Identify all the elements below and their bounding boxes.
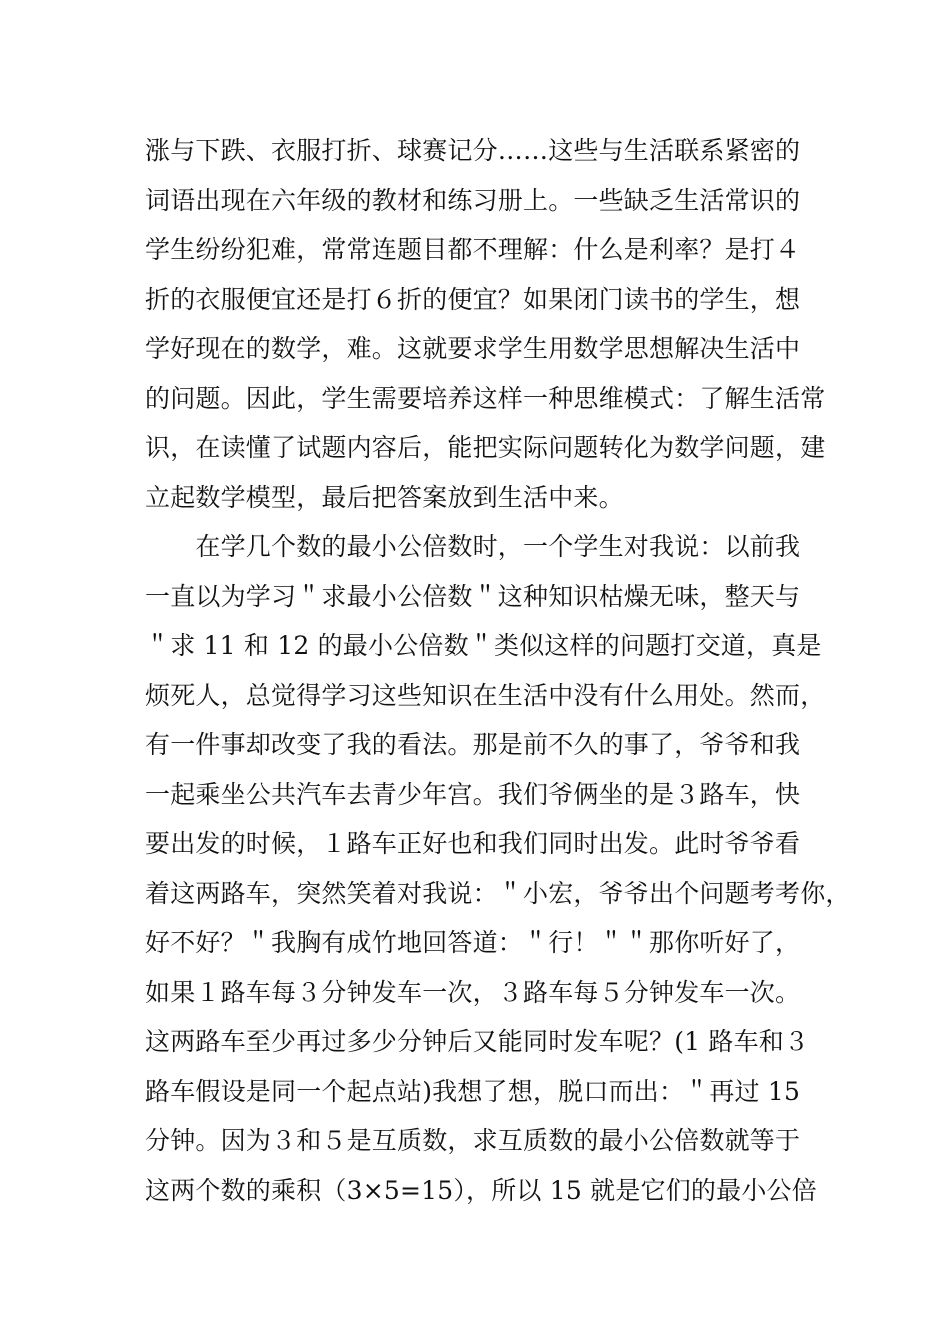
text-line: 学生纷纷犯难，常常连题目都不理解：什么是利率？是打４ xyxy=(145,235,801,264)
text-line: 好不好？＂我胸有成竹地回答道：＂行！＂＂那你听好了， xyxy=(145,928,801,957)
text-line: 着这两路车，突然笑着对我说：＂小宏，爷爷出个问题考考你， xyxy=(145,878,851,908)
text-line: 在学几个数的最小公倍数时，一个学生对我说：以前我 xyxy=(145,532,801,561)
text-line: 一直以为学习＂求最小公倍数＂这种知识枯燥无味，整天与 xyxy=(145,581,801,611)
text-line: 烦死人，总觉得学习这些知识在生活中没有什么用处。然而， xyxy=(145,680,826,710)
text-line: 路车假设是同一个起点站)我想了想，脱口而出：＂再过 15 xyxy=(145,1076,801,1106)
text-line: 涨与下跌、衣服打折、球赛记分……这些与生活联系紧密的 xyxy=(145,136,801,165)
text-line: 如果１路车每３分钟发车一次，３路车每５分钟发车一次。 xyxy=(145,977,801,1007)
text-line: ＂求 11 和 12 的最小公倍数＂类似这样的问题打交道，真是 xyxy=(145,631,822,660)
text-line: 要出发的时候，１路车正好也和我们同时出发。此时爷爷看 xyxy=(145,829,801,858)
body-text xyxy=(145,126,851,1215)
text-line: 词语出现在六年级的教材和练习册上。一些缺乏生活常识的 xyxy=(145,185,801,215)
text-line: 这两个数的乘积（3×5=15），所以 15 就是它们的最小公倍 xyxy=(145,1175,817,1205)
text-line: 分钟。因为３和５是互质数，求互质数的最小公倍数就等于 xyxy=(145,1126,801,1155)
text-line: 立起数学模型，最后把答案放到生活中来。 xyxy=(145,482,624,512)
text-line: 这两路车至少再过多少分钟后又能同时发车呢？(1 路车和３ xyxy=(145,1027,810,1056)
text-line: 的问题。因此，学生需要培养这样一种思维模式：了解生活常 xyxy=(145,383,826,413)
text-line: 折的衣服便宜还是打６折的便宜？如果闭门读书的学生，想 xyxy=(145,284,801,314)
text-line: 有一件事却改变了我的看法。那是前不久的事了，爷爷和我 xyxy=(145,730,801,759)
text-line: 一起乘坐公共汽车去青少年宫。我们爷俩坐的是３路车，快 xyxy=(145,779,801,809)
text-line: 学好现在的数学，难。这就要求学生用数学思想解决生活中 xyxy=(145,334,801,363)
text-line: 识，在读懂了试题内容后，能把实际问题转化为数学问题，建 xyxy=(145,433,826,462)
